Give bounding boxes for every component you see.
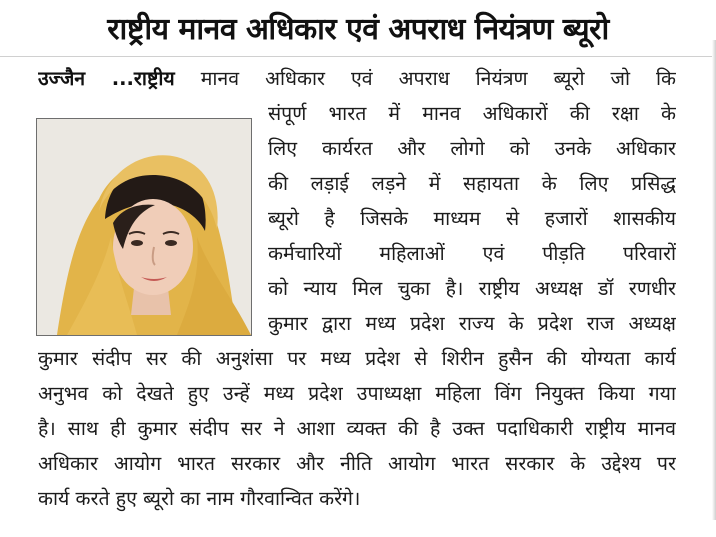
article-line-6: कर्मचारियों महिलाओं एवं पीड़ति परिवारों [268, 242, 676, 265]
article-line-10: अनुभव को देखते हुए उन्हें मध्य प्रदेश उपाध्यक्षा महिला विंग नियुक्त किया गया [38, 382, 676, 405]
article-line-1-text: मानव अधिकार एवं अपराध नियंत्रण ब्यूरो जो कि [200, 67, 676, 90]
article-line-5: ब्यूरो है जिसके माध्यम से हजारों शासकीय [268, 207, 676, 230]
article-line-7: को न्याय मिल चुका है। राष्ट्रीय अध्यक्ष डॉ रणधीर [268, 277, 676, 300]
article-line-9: कुमार संदीप सर की अनुशंसा पर मध्य प्रदेश से शिरीन हुसैन की योग्यता कार्य [38, 347, 676, 370]
headline-divider [0, 56, 716, 57]
article-line-2: संपूर्ण भारत में मानव अधिकारों की रक्षा के [268, 102, 676, 125]
article-line-1 [38, 64, 676, 94]
article-line-3: लिए कार्यरत और लोगो को उनके अधिकार [268, 137, 676, 160]
portrait-illustration [37, 119, 251, 335]
article-line-4: की लड़ाई लड़ने में सहायता के लिए प्रसिद्ध [268, 172, 676, 195]
page-edge-shadow [712, 40, 716, 520]
portrait-photo [36, 118, 252, 336]
headline: राष्ट्रीय मानव अधिकार एवं अपराध नियंत्रण ब्यूरो [107, 12, 609, 47]
article-line-11: है। साथ ही कुमार संदीप सर ने आशा व्यक्त की है उक्त पदाधिकारी राष्ट्रीय मानव [38, 417, 676, 440]
article-line-8: कुमार द्वारा मध्य प्रदेश राज्य के प्रदेश राज अध्यक्ष [268, 312, 676, 335]
article-line-13: कार्य करते हुए ब्यूरो का नाम गौरवान्वित करेंगे। [38, 487, 361, 510]
dateline: उज्जैन ...राष्ट्रीय [38, 67, 175, 90]
article-line-12: अधिकार आयोग भारत सरकार और नीति आयोग भारत सरकार के उद्देश्य पर [38, 452, 676, 475]
